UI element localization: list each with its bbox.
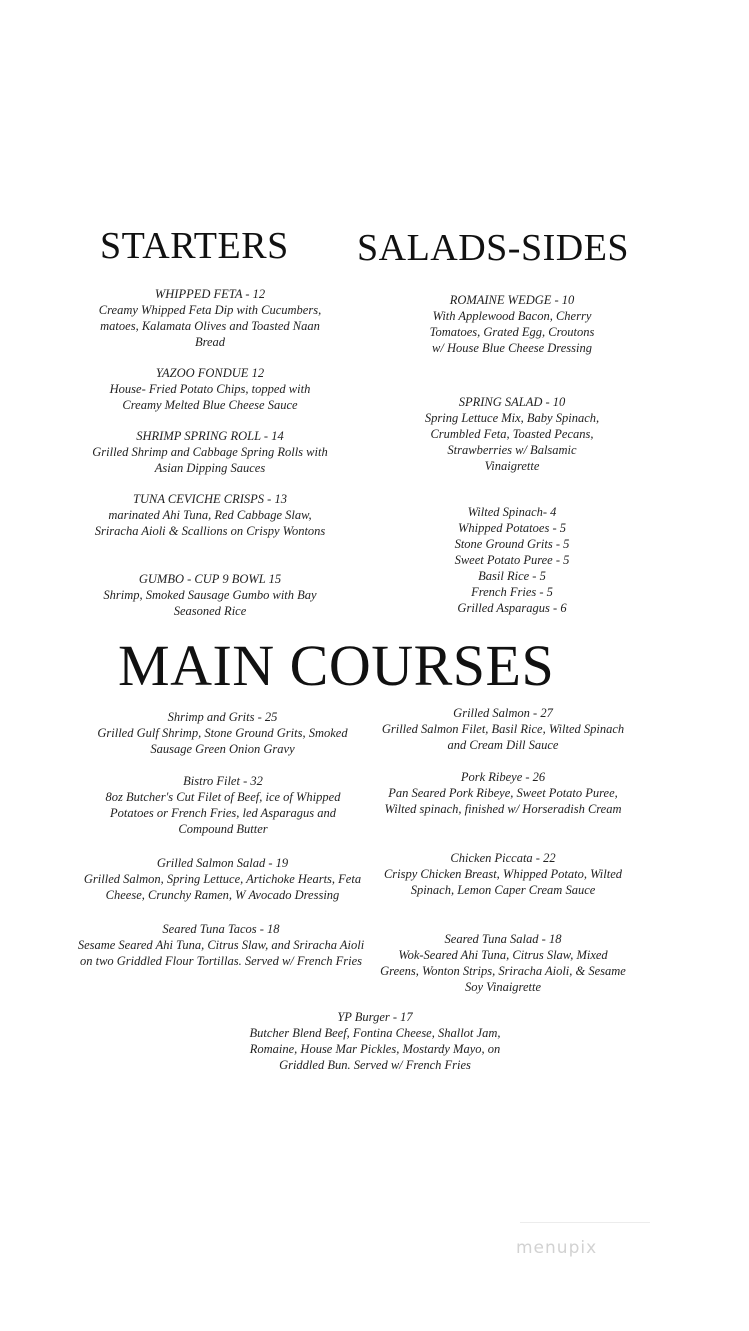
watermark-logo: menupix — [516, 1238, 598, 1258]
main-item — [88, 773, 358, 837]
item-name: WHIPPED FETA - 12 — [154, 287, 266, 301]
item-name: SHRIMP SPRING ROLL - 14 — [136, 429, 284, 443]
item-name: Pork Ribeye - 26 — [460, 770, 546, 784]
item-description: marinated Ahi Tuna, Red Cabbage Slaw, Sriracha Aioli & Scallions on Crispy Wontons — [94, 508, 326, 538]
main-item-burger — [245, 1009, 505, 1073]
main-item — [80, 855, 365, 903]
item-description: Butcher Blend Beef, Fontina Cheese, Shallot Jam, Romaine, House Mar Pickles, Mostardy Mayo, on Griddled Bun. Served w/ French Fries — [249, 1026, 501, 1072]
main-item — [80, 709, 365, 757]
item-description: Creamy Whipped Feta Dip with Cucumbers, matoes, Kalamata Olives and Toasted Naan Bread — [98, 303, 322, 349]
item-name: Chicken Piccata - 22 — [450, 851, 556, 865]
starter-item — [90, 365, 330, 413]
item-description: Pan Seared Pork Ribeye, Sweet Potato Puree, Wilted spinach, finished w/ Horseradish Cream — [384, 786, 622, 816]
item-name: Shrimp and Grits - 25 — [167, 710, 278, 724]
salads-sides-heading: SALADS-SIDES — [357, 227, 630, 269]
sides-list — [432, 504, 592, 616]
item-description: Grilled Salmon Filet, Basil Rice, Wilted Spinach and Cream Dill Sauce — [381, 722, 625, 752]
item-description: 8oz Butcher's Cut Filet of Beef, ice of Whipped Potatoes or French Fries, led Asparagus and Compound Butter — [105, 790, 341, 836]
item-description: Spring Lettuce Mix, Baby Spinach, Crumbled Feta, Toasted Pecans, Strawberries w/ Balsamic Vinaigrette — [424, 411, 600, 473]
side-item: Basil Rice - 5 — [478, 569, 546, 583]
starter-item — [90, 286, 330, 350]
item-name: TUNA CEVICHE CRISPS - 13 — [133, 492, 287, 506]
item-name: YAZOO FONDUE 12 — [155, 366, 265, 380]
main-item — [378, 931, 628, 995]
item-description: Sesame Seared Ahi Tuna, Citrus Slaw, and Sriracha Aioli on two Griddled Flour Tortillas. Served w/ French Fries — [77, 938, 365, 968]
side-item: Wilted Spinach- 4 — [467, 505, 557, 519]
salad-item — [424, 292, 600, 356]
main-courses-heading: MAIN COURSES — [118, 633, 555, 698]
side-item: Whipped Potatoes - 5 — [458, 521, 566, 535]
item-name: ROMAINE WEDGE - 10 — [449, 293, 575, 307]
item-name: Seared Tuna Tacos - 18 — [162, 922, 280, 936]
item-name: SPRING SALAD - 10 — [458, 395, 566, 409]
watermark-divider — [520, 1222, 650, 1223]
item-description: Grilled Shrimp and Cabbage Spring Rolls with Asian Dipping Sauces — [92, 445, 328, 475]
side-item: Grilled Asparagus - 6 — [457, 601, 567, 615]
item-name: Grilled Salmon Salad - 19 — [156, 856, 289, 870]
item-description: Grilled Salmon, Spring Lettuce, Artichoke Hearts, Feta Cheese, Crunchy Ramen, W Avocado Dressing — [83, 872, 362, 902]
starter-item — [90, 428, 330, 476]
item-description: Wok-Seared Ahi Tuna, Citrus Slaw, Mixed Greens, Wonton Strips, Sriracha Aioli, & Sesame Soy Vinaigrette — [380, 948, 626, 994]
item-name: GUMBO - CUP 9 BOWL 15 — [138, 572, 282, 586]
main-item — [378, 850, 628, 898]
starter-item — [90, 491, 330, 539]
item-description: House- Fried Potato Chips, topped with Creamy Melted Blue Cheese Sauce — [109, 382, 311, 412]
item-description: Shrimp, Smoked Sausage Gumbo with Bay Seasoned Rice — [103, 588, 317, 618]
side-item: French Fries - 5 — [471, 585, 553, 599]
starter-item — [90, 571, 330, 619]
main-item — [76, 921, 366, 969]
starters-heading: STARTERS — [100, 225, 289, 267]
item-description: With Applewood Bacon, Cherry Tomatoes, Grated Egg, Croutons w/ House Blue Cheese Dressing — [429, 309, 595, 355]
main-item — [378, 705, 628, 753]
item-description: Grilled Gulf Shrimp, Stone Ground Grits, Smoked Sausage Green Onion Gravy — [97, 726, 348, 756]
item-name: Seared Tuna Salad - 18 — [444, 932, 562, 946]
item-name: Bistro Filet - 32 — [183, 774, 263, 788]
item-description: Crispy Chicken Breast, Whipped Potato, Wilted Spinach, Lemon Caper Cream Sauce — [383, 867, 623, 897]
salad-item — [424, 394, 600, 474]
item-name: Grilled Salmon - 27 — [453, 706, 553, 720]
side-item: Sweet Potato Puree - 5 — [454, 553, 570, 567]
side-item: Stone Ground Grits - 5 — [454, 537, 570, 551]
item-name: YP Burger - 17 — [337, 1010, 413, 1024]
main-item — [378, 769, 628, 817]
